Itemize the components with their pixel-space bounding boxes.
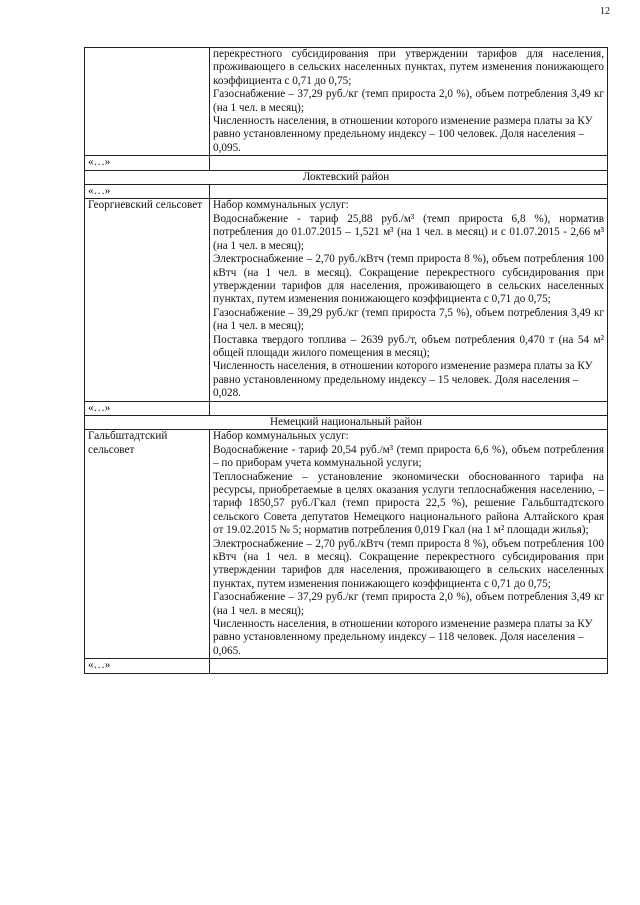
table-row-ellipsis	[85, 156, 608, 170]
table-row-ellipsis	[85, 401, 608, 415]
tariff-table	[84, 47, 608, 674]
services-paragraph: Электроснабжение – 2,70 руб./кВтч (темп прироста 8 %), объем потребления 100 кВтч (на 1 чел. в месяц). Сокращение перекрестного субсидирования при утверждении тарифов для населения, проживающего в сельских населенных пунктах, путем изменения понижающего коэффициента с 0,71 до 0,75;	[213, 253, 604, 306]
district-name: Локтевский район	[85, 170, 608, 184]
ellipsis-cell: «…»	[85, 401, 210, 415]
settlement-name: Георгиевский сельсовет	[85, 199, 210, 401]
services-cell	[210, 199, 608, 401]
table-row-settlement	[85, 199, 608, 401]
district-name: Немецкий национальный район	[85, 415, 608, 429]
empty-cell	[210, 185, 608, 199]
settlement-cell-empty	[85, 48, 210, 156]
ellipsis-cell: «…»	[85, 185, 210, 199]
ellipsis-cell: «…»	[85, 659, 210, 673]
district-header-row	[85, 170, 608, 184]
services-paragraph: Поставка твердого топлива – 2639 руб./т, объем потребления 0,470 т (на 54 м² общей площади жилого помещения в месяц);	[213, 333, 604, 359]
empty-cell	[210, 401, 608, 415]
services-cell	[210, 48, 608, 156]
services-paragraph: Электроснабжение – 2,70 руб./кВтч (темп прироста 8 %), объем потребления 100 кВтч (на 1 чел. в месяц). Сокращение перекрестного субсидирования при утверждении тарифов для населения, проживающего в сельских населенных пунктах, путем изменения понижающего коэффициента с 0,71 до 0,75;	[213, 537, 604, 590]
district-header-row	[85, 415, 608, 429]
table-row-settlement	[85, 430, 608, 659]
table-row-ellipsis	[85, 185, 608, 199]
empty-cell	[210, 156, 608, 170]
services-paragraph: Газоснабжение – 37,29 руб./кг (темп прироста 2,0 %), объем потребления 3,49 кг (на 1 чел. в месяц);	[213, 591, 604, 617]
services-paragraph: Численность населения, в отношении которого изменение размера платы за КУ равно установленному предельному индексу – 118 человек. Доля населения – 0,065.	[213, 618, 593, 657]
services-paragraph: Газоснабжение – 37,29 руб./кг (темп прироста 2,0 %), объем потребления 3,49 кг (на 1 чел. в месяц);	[213, 88, 604, 114]
empty-cell	[210, 659, 608, 673]
ellipsis-cell: «…»	[85, 156, 210, 170]
services-paragraph: Набор коммунальных услуг:	[213, 430, 349, 443]
services-cell	[210, 430, 608, 659]
services-paragraph: Газоснабжение – 39,29 руб./кг (темп прироста 7,5 %), объем потребления 3,49 кг (на 1 чел. в месяц);	[213, 306, 604, 333]
services-paragraph: перекрестного субсидирования при утверждении тарифов для населения, проживающего в сельских населенных пунктах, путем изменения понижающего коэффициента с 0,71 до 0,75;	[213, 48, 604, 87]
page-number: 12	[600, 6, 610, 17]
services-paragraph: Водоснабжение - тариф 25,88 руб./м³ (темп прироста 6,8 %), норматив потребления до 01.07.2015 – 1,521 м³ (на 1 чел. в месяц) и с 01.07.2015 - 2,66 м³ (на 1 чел. в месяц);	[213, 212, 604, 252]
services-paragraph: Численность населения, в отношении которого изменение размера платы за КУ равно установленному предельному индексу – 15 человек. Доля населения – 0,028.	[213, 360, 593, 400]
services-paragraph: Набор коммунальных услуг:	[213, 199, 349, 212]
table-row-continued	[85, 48, 608, 156]
services-paragraph: Численность населения, в отношении которого изменение размера платы за КУ равно установленному предельному индексу – 100 человек. Доля населения – 0,095.	[213, 115, 593, 154]
table-row-ellipsis	[85, 659, 608, 673]
services-paragraph: Теплоснабжение – установление экономически обоснованного тарифа на ресурсы, приобретаемые в целях оказания услуги теплоснабжения населению, – тариф 1850,57 руб./Гкал (темп прироста 22,5 %), решение Гальбштадтского сельского Совета депутатов Немецкого национального района Алтайского края от 19.02.2015 № 5; норматив потребления 0,019 Гкал (на 1 м² площади жилья);	[213, 470, 604, 537]
services-paragraph: Водоснабжение - тариф 20,54 руб./м³ (темп прироста 6,6 %), объем потребления – по приборам учета коммунальной услуги;	[213, 443, 604, 470]
settlement-name: Гальбштадтский сельсовет	[85, 430, 210, 659]
